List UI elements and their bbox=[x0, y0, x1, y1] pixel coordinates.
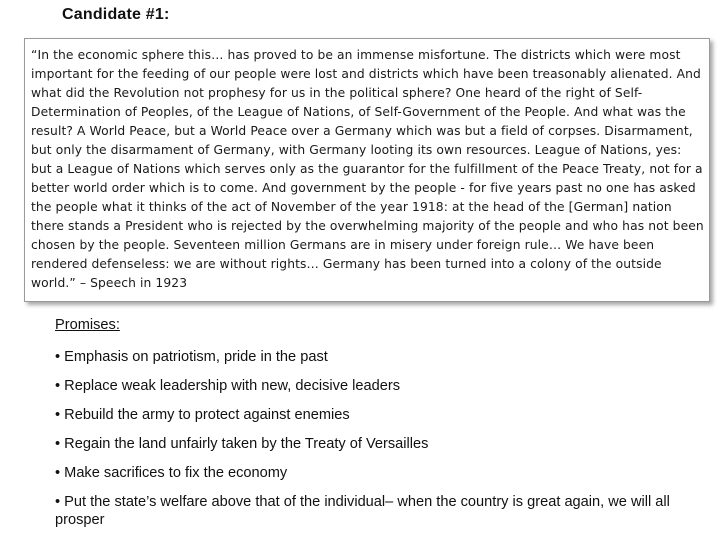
promise-item: • Replace weak leadership with new, decisive leaders bbox=[55, 378, 401, 394]
promises-section bbox=[55, 316, 695, 540]
promise-item: • Make sacrifices to fix the economy bbox=[55, 465, 288, 481]
promises-heading: Promises: bbox=[55, 317, 120, 333]
promise-item: • Emphasis on patriotism, pride in the past bbox=[55, 349, 328, 365]
speech-quote-box bbox=[24, 38, 710, 302]
promise-item: • Put the state’s welfare above that of the individual– when the country is great again, we will all prosper bbox=[55, 494, 670, 528]
promise-item: • Rebuild the army to protect against enemies bbox=[55, 407, 350, 423]
promise-item: • Regain the land unfairly taken by the Treaty of Versailles bbox=[55, 436, 429, 452]
candidate-title: Candidate #1: bbox=[62, 6, 170, 23]
speech-quote-text: “In the economic sphere this… has proved to be an immense misfortune. The districts which were most important for the feeding of our people were lost and districts which have been treasonably alienated. And what did the Revolution not prophesy for us in the political sphere? One heard of the right of Self-Determination of Peoples, of the League of Nations, of Self-Government of the People. And what was the result? A World Peace, but a World Peace over a Germany which was but a field of corpses. Disarmament, but only the disarmament of Germany, with Germany looting its own resources. League of Nations, yes: but a League of Nations which serves only as the guarantor for the fulfillment of the Peace Treaty, not for a better world order which is to come. And government by the people - for five years past no one has asked the people what it thinks of the act of November of the year 1918: at the head of the [German] nation there stands a President who is rejected by the overwhelming majority of the people and who has not been chosen by the people. Seventeen million Germans are in misery under foreign rule… We have been rendered defenseless: we are without rights… Germany has been turned into a colony of the outside world.” – Speech in 1923 bbox=[31, 48, 704, 290]
